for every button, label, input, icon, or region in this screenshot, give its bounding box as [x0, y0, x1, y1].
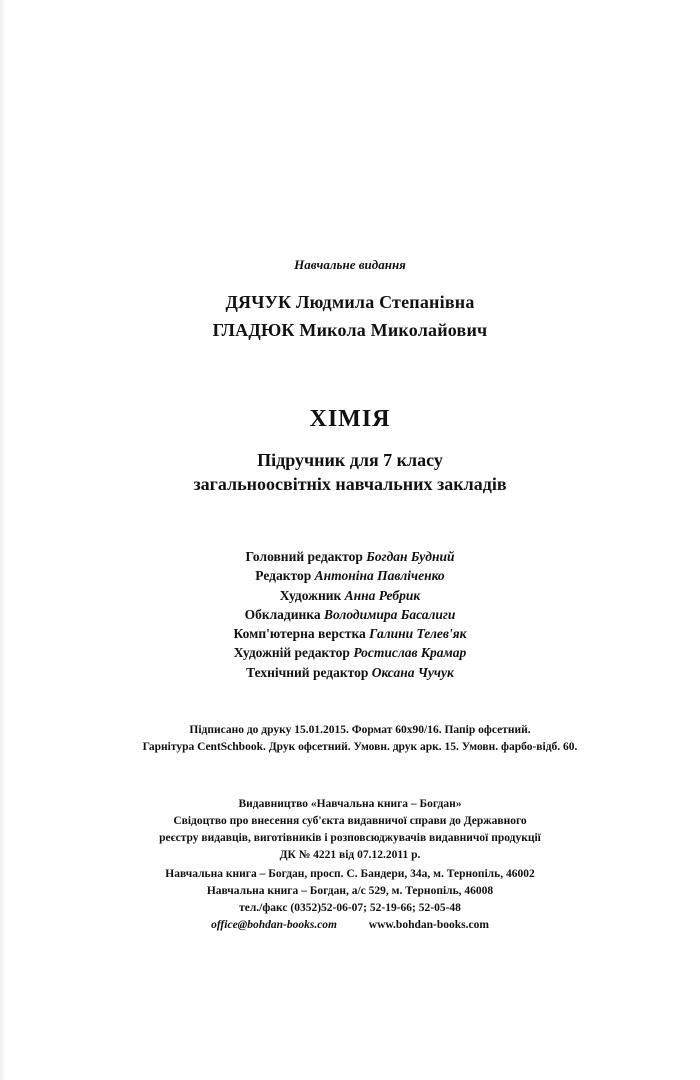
- publisher-certificate-number: ДК № 4221 від 07.12.2011 р.: [279, 849, 421, 861]
- author-2-surname: ГЛАДЮК: [212, 320, 295, 340]
- publisher-name: Видавництво «Навчальна книга – Богдан»: [238, 798, 462, 810]
- publisher-certificate-line-2: реєстру видавців, виготівників і розповсюджувачів видавничої продукції: [159, 832, 541, 844]
- credit-layout: Комп'ютерна верстка Галини Телев'як: [233, 626, 467, 642]
- credit-artist: Художник Анна Ребрик: [279, 587, 421, 603]
- publisher-certificate-line-1: Свідоцтво про внесення суб'єкта видавничої справи до Державного: [173, 815, 527, 827]
- email-link[interactable]: office@bohdan-books.com: [211, 919, 338, 931]
- subtitle-line-1: Підручник для 7 класу: [257, 450, 443, 470]
- series-label: Навчальне видання: [294, 257, 406, 272]
- address-block: [0, 866, 700, 934]
- contacts-line: [0, 917, 700, 934]
- author-2: [0, 320, 700, 341]
- book-title: ХІМІЯ: [309, 406, 391, 432]
- address-line-1: Навчальна книга – Богдан, просп. С. Бандери, 34а, м. Тернопіль, 46002: [165, 868, 535, 880]
- website-link[interactable]: www.bohdan-books.com: [368, 919, 489, 931]
- author-2-given-name: Микола Миколайович: [299, 320, 488, 340]
- credit-technical-editor: Технічний редактор Оксана Чучук: [246, 664, 454, 680]
- author-1-surname: ДЯЧУК: [225, 292, 292, 312]
- author-1: [0, 292, 700, 313]
- print-info-block: [10, 722, 700, 756]
- publisher-info-block: [0, 796, 700, 864]
- print-info-line-2: Гарнітура CentSchbook. Друк офсетний. Умовн. друк арк. 15. Умовн. фарбо-відб. 60.: [142, 741, 578, 753]
- credit-editor: Редактор Антоніна Павліченко: [255, 568, 445, 584]
- address-line-2: Навчальна книга – Богдан, а/с 529, м. Тернопіль, 46008: [206, 885, 494, 897]
- phone-fax-line: тел./факс (0352)52-06-07; 52-19-66; 52-05-48: [239, 902, 461, 914]
- subtitle-line-2: загальноосвітніх навчальних закладів: [193, 474, 507, 494]
- print-info-line-1: Підписано до друку 15.01.2015. Формат 60х90/16. Папір офсетний.: [189, 724, 531, 736]
- credit-cover: Обкладинка Володимира Басалиги: [244, 606, 456, 622]
- credit-chief-editor: Головний редактор Богдан Будний: [245, 549, 455, 564]
- author-1-given-name: Людмила Степанівна: [296, 292, 475, 312]
- credits-block: [0, 547, 700, 682]
- credit-art-editor: Художній редактор Ростислав Крамар: [233, 645, 467, 661]
